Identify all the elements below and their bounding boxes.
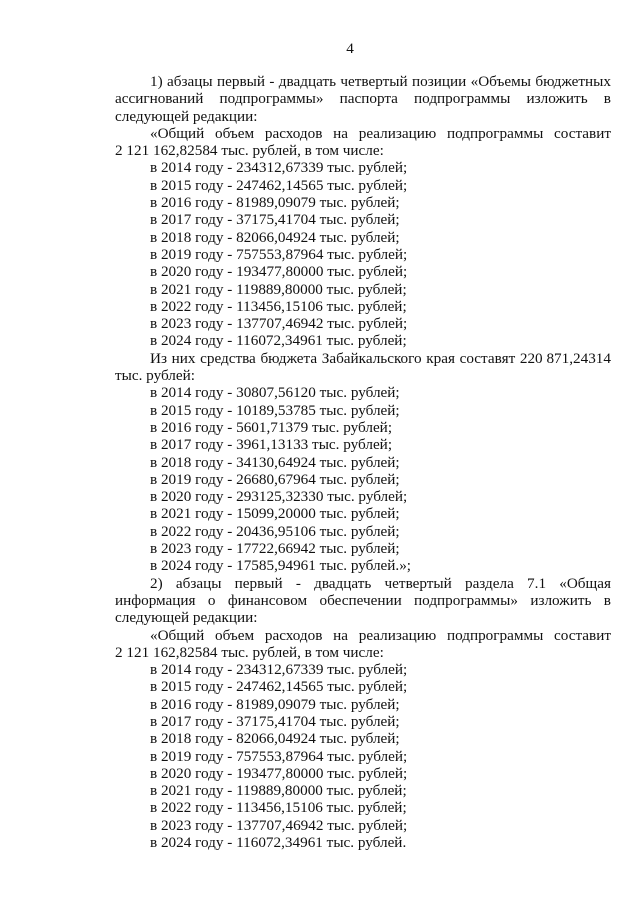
- year-line: в 2017 году - 37175,41704 тыс. рублей;: [150, 712, 400, 730]
- word: -: [269, 73, 275, 90]
- year-line: в 2019 году - 757553,87964 тыс. рублей;: [150, 245, 408, 263]
- word: первый: [234, 574, 283, 592]
- section2-paragraph-line1: [115, 575, 611, 592]
- year-line: в 2021 году - 119889,80000 тыс. рублей;: [150, 280, 407, 298]
- year-line: в 2018 году - 82066,04924 тыс. рублей;: [150, 228, 400, 246]
- word: подпрограммы: [414, 90, 511, 108]
- word: в: [603, 591, 611, 609]
- regional-year-line: в 2023 году - 17722,66942 тыс. рублей;: [150, 540, 400, 558]
- section1-paragraph-line3: следующей редакции:: [115, 107, 258, 125]
- word: ассигнований: [115, 90, 204, 108]
- year-line: в 2020 году - 193477,80000 тыс. рублей;: [150, 263, 408, 281]
- regional-year-line: в 2019 году - 26680,67964 тыс. рублей;: [150, 470, 400, 488]
- word: «Общая: [559, 574, 611, 592]
- word: информация: [115, 591, 196, 609]
- word: на: [333, 626, 349, 644]
- word: 220 871,24314: [519, 349, 611, 367]
- section1-total-line2: 2 121 162,82584 тыс. рублей, в том числе:: [115, 142, 384, 160]
- word: объем: [214, 626, 255, 644]
- regional-year-line: в 2017 году - 3961,13133 тыс. рублей;: [150, 436, 393, 454]
- word: подпрограммы»: [219, 90, 324, 108]
- word: подпрограммы: [446, 626, 544, 644]
- regional-year-line: в 2015 году - 10189,53785 тыс. рублей;: [150, 401, 400, 419]
- word: изложить: [526, 90, 588, 108]
- year-line: в 2023 году - 137707,46942 тыс. рублей;: [150, 816, 408, 834]
- year-line: в 2024 году - 116072,34961 тыс. рублей.: [150, 834, 407, 852]
- word: составят: [459, 349, 516, 367]
- word: финансовом: [227, 591, 308, 609]
- section1-total-line1: [115, 125, 611, 142]
- year-line: в 2015 году - 247462,14565 тыс. рублей;: [150, 176, 408, 194]
- word: расходов: [264, 124, 323, 142]
- section2-paragraph-line3: следующей редакции:: [115, 609, 258, 627]
- word: составит: [554, 626, 611, 644]
- year-line: в 2022 году - 113456,15106 тыс. рублей;: [150, 297, 407, 315]
- word: реализацию: [358, 124, 437, 142]
- section1-regional-line1: [115, 350, 611, 367]
- word: изложить: [530, 591, 592, 609]
- section1-paragraph-line1: [115, 73, 611, 90]
- regional-year-line: в 2020 году - 293125,32330 тыс. рублей;: [150, 488, 408, 506]
- word: «Объемы: [470, 73, 531, 90]
- year-line: в 2016 году - 81989,09079 тыс. рублей;: [150, 695, 400, 713]
- section1-regional-years-list: [115, 384, 611, 574]
- regional-year-line: в 2016 году - 5601,71379 тыс. рублей;: [150, 418, 393, 436]
- word: о: [207, 591, 216, 609]
- year-line: в 2019 году - 757553,87964 тыс. рублей;: [150, 747, 408, 765]
- word: реализацию: [358, 626, 437, 644]
- word: первый: [216, 73, 265, 90]
- year-line: в 2016 году - 81989,09079 тыс. рублей;: [150, 194, 400, 212]
- word: двадцать: [314, 574, 372, 592]
- word: бюджетных: [535, 73, 611, 90]
- section2-total-line2: 2 121 162,82584 тыс. рублей, в том числе:: [115, 643, 384, 661]
- year-line: в 2014 году - 234312,67339 тыс. рублей;: [150, 159, 408, 177]
- section2-total-line1: [115, 627, 611, 644]
- word: двадцать: [278, 73, 337, 90]
- word: раздела: [464, 574, 514, 592]
- year-line: в 2022 году - 113456,15106 тыс. рублей;: [150, 799, 407, 817]
- word: паспорта: [339, 90, 398, 108]
- word: 7.1: [527, 574, 547, 592]
- word: «Общий: [150, 626, 205, 644]
- word: Забайкальского: [321, 349, 422, 367]
- word: бюджета: [260, 349, 318, 367]
- word: 2): [150, 574, 163, 592]
- section2-paragraph-line2: [115, 592, 611, 609]
- section1-regional-line2: тыс. рублей:: [115, 367, 195, 385]
- regional-year-line: в 2014 году - 30807,56120 тыс. рублей;: [150, 384, 400, 402]
- word: объем: [214, 124, 255, 142]
- regional-year-line: в 2024 году - 17585,94961 тыс. рублей.»;: [150, 557, 412, 575]
- word: подпрограммы: [446, 124, 544, 142]
- word: подпрограммы»: [414, 591, 518, 609]
- year-line: в 2024 году - 116072,34961 тыс. рублей;: [150, 332, 407, 350]
- word: в: [603, 90, 611, 108]
- word: края: [426, 349, 455, 367]
- word: Из: [150, 349, 167, 367]
- section1-paragraph-line2: [115, 90, 611, 107]
- word: них: [171, 349, 196, 367]
- word: «Общий: [150, 124, 205, 142]
- regional-year-line: в 2022 году - 20436,95106 тыс. рублей;: [150, 522, 400, 540]
- year-line: в 2018 году - 82066,04924 тыс. рублей;: [150, 730, 400, 748]
- page-number: 4: [346, 40, 354, 57]
- document-body: [115, 73, 611, 851]
- word: обеспечении: [319, 591, 402, 609]
- word: абзацы: [175, 574, 222, 592]
- year-line: в 2023 году - 137707,46942 тыс. рублей;: [150, 315, 408, 333]
- section2-years-list: [115, 661, 611, 851]
- word: составит: [554, 124, 611, 142]
- word: четвертый: [384, 574, 452, 592]
- word: -: [295, 574, 301, 592]
- year-line: в 2014 году - 234312,67339 тыс. рублей;: [150, 661, 408, 679]
- year-line: в 2020 году - 193477,80000 тыс. рублей;: [150, 764, 408, 782]
- word: расходов: [264, 626, 323, 644]
- year-line: в 2021 году - 119889,80000 тыс. рублей;: [150, 782, 407, 800]
- year-line: в 2015 году - 247462,14565 тыс. рублей;: [150, 678, 408, 696]
- word: позиции: [412, 73, 467, 90]
- word: абзацы: [167, 73, 213, 90]
- word: средства: [200, 349, 256, 367]
- regional-year-line: в 2021 году - 15099,20000 тыс. рублей;: [150, 505, 400, 523]
- regional-year-line: в 2018 году - 34130,64924 тыс. рублей;: [150, 453, 400, 471]
- section1-years-list: [115, 159, 611, 349]
- year-line: в 2017 году - 37175,41704 тыс. рублей;: [150, 211, 400, 229]
- word: на: [333, 124, 349, 142]
- word: 1): [150, 73, 163, 90]
- word: четвертый: [340, 73, 408, 90]
